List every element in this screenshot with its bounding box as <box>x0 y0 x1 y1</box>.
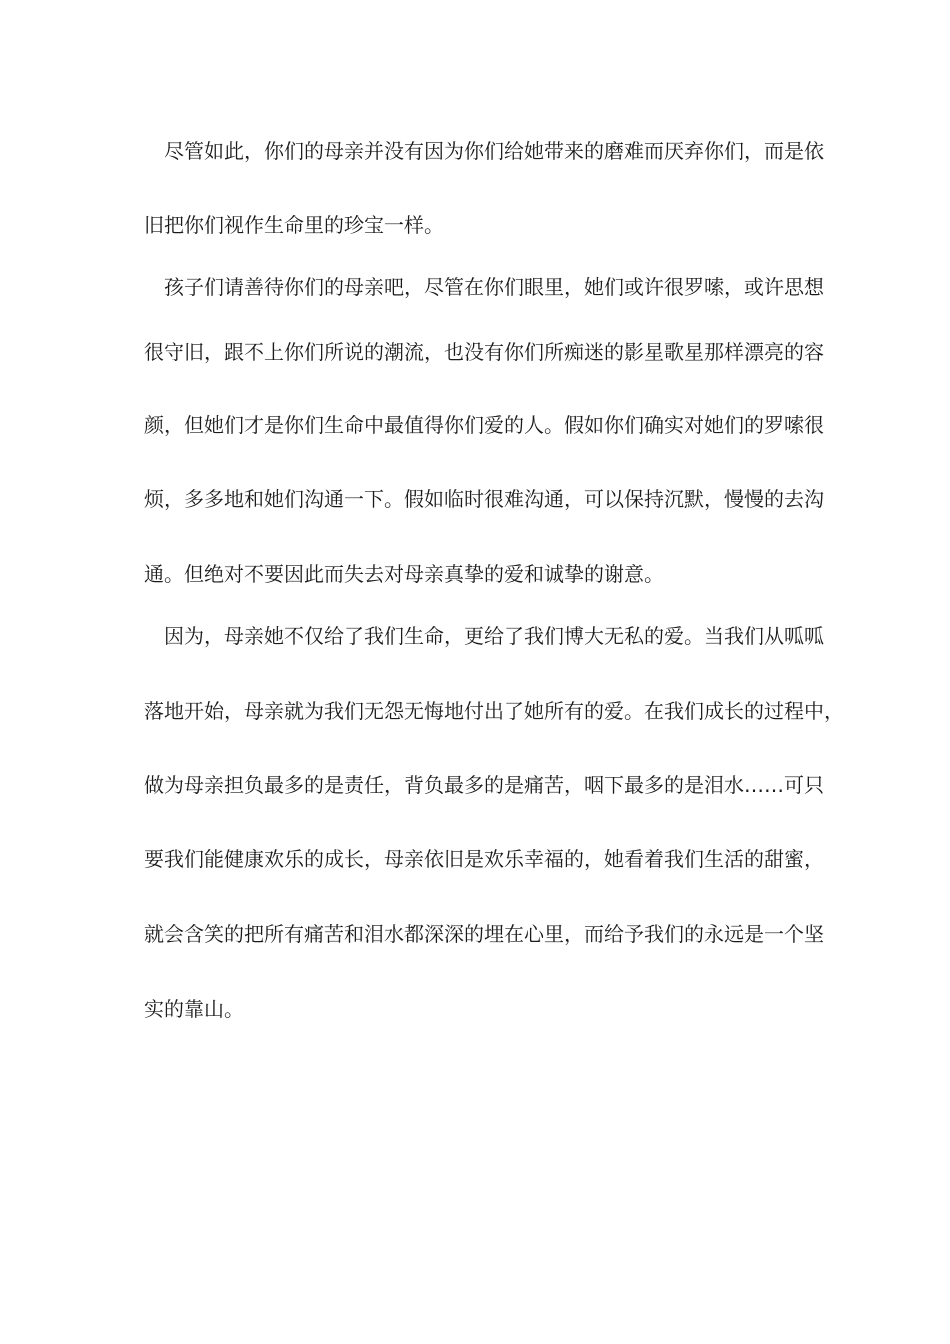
paragraph-3-line-4: 要我们能健康欢乐的成长，母亲依旧是欢乐幸福的，她看着我们生活的甜蜜， <box>144 847 824 871</box>
paragraph-3-line-1: 因为，母亲她不仅给了我们生命，更给了我们博大无私的爱。当我们从呱呱 <box>144 624 824 648</box>
paragraph-3-line-2: 落地开始，母亲就为我们无怨无悔地付出了她所有的爱。在我们成长的过程中， <box>144 699 844 723</box>
paragraph-2-line-3: 颜，但她们才是你们生命中最值得你们爱的人。假如你们确实对她们的罗嗦很 <box>144 413 824 437</box>
paragraph-2-line-1: 孩子们请善待你们的母亲吧，尽管在你们眼里，她们或许很罗嗦，或许思想 <box>144 275 824 299</box>
paragraph-2-line-5: 通。但绝对不要因此而失去对母亲真挚的爱和诚挚的谢意。 <box>144 562 664 586</box>
paragraph-3-line-3: 做为母亲担负最多的是责任，背负最多的是痛苦，咽下最多的是泪水……可只 <box>144 773 824 797</box>
paragraph-3-line-5: 就会含笑的把所有痛苦和泪水都深深的埋在心里，而给予我们的永远是一个坚 <box>144 922 824 946</box>
paragraph-3-line-6: 实的靠山。 <box>144 997 244 1021</box>
paragraph-2-line-2: 很守旧，跟不上你们所说的潮流，也没有你们所痴迷的影星歌星那样漂亮的容 <box>144 340 824 364</box>
paragraph-1-line-2: 旧把你们视作生命里的珍宝一样。 <box>144 213 444 237</box>
paragraph-1-line-1: 尽管如此，你们的母亲并没有因为你们给她带来的磨难而厌弃你们，而是依 <box>144 139 824 163</box>
paragraph-2-line-4: 烦，多多地和她们沟通一下。假如临时很难沟通，可以保持沉默，慢慢的去沟 <box>144 487 824 511</box>
